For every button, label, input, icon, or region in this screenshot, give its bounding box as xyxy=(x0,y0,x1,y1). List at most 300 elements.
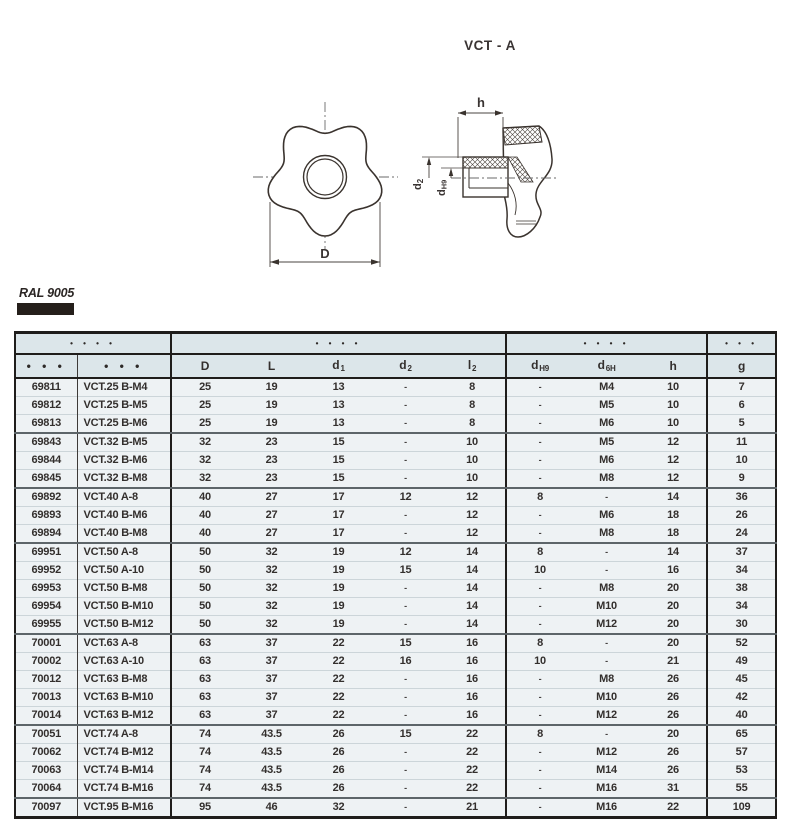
cell-value: 50 xyxy=(171,598,238,616)
cell-value: 26 xyxy=(707,507,776,525)
cell-value: 26 xyxy=(305,744,372,762)
cell-value: 74 xyxy=(171,762,238,780)
cell-description: VCT.95 B-M16 xyxy=(77,798,171,818)
cell-description: VCT.25 B-M5 xyxy=(77,397,171,415)
cell-value: 14 xyxy=(439,562,506,580)
cell-code: 70051 xyxy=(15,725,77,744)
cell-value: 32 xyxy=(238,580,305,598)
cell-value: - xyxy=(573,725,640,744)
table-row xyxy=(15,762,776,780)
cell-value: - xyxy=(372,525,439,544)
cell-value: 8 xyxy=(506,543,573,562)
table-row xyxy=(15,525,776,544)
cell-value: 19 xyxy=(305,580,372,598)
cell-value: - xyxy=(372,798,439,818)
cell-value: M5 xyxy=(573,397,640,415)
hub-hatch-band xyxy=(463,157,508,168)
cell-value: 63 xyxy=(171,653,238,671)
cell-value: M16 xyxy=(573,798,640,818)
cell-value: - xyxy=(506,397,573,415)
cell-description: VCT.50 A-8 xyxy=(77,543,171,562)
cell-value: M10 xyxy=(573,689,640,707)
cell-value: 20 xyxy=(640,725,707,744)
cell-value: 10 xyxy=(640,378,707,397)
cell-value: 14 xyxy=(640,488,707,507)
table-row xyxy=(15,378,776,397)
cell-value: 15 xyxy=(305,433,372,452)
cell-value: 12 xyxy=(372,543,439,562)
col-header: $d_{H9}$ xyxy=(506,354,573,378)
cell-value: - xyxy=(372,507,439,525)
group-header: • • • • xyxy=(15,333,171,355)
cell-value: 32 xyxy=(238,598,305,616)
table-row xyxy=(15,507,776,525)
cell-value: 22 xyxy=(305,689,372,707)
col-header: $d_2$ xyxy=(372,354,439,378)
cell-value: M10 xyxy=(573,598,640,616)
cell-value: M12 xyxy=(573,616,640,635)
table-row xyxy=(15,433,776,452)
cell-value: 18 xyxy=(640,525,707,544)
cell-value: M8 xyxy=(573,671,640,689)
table-row xyxy=(15,653,776,671)
h-extension-lines xyxy=(458,117,503,158)
cell-value: 27 xyxy=(238,488,305,507)
cell-value: 50 xyxy=(171,543,238,562)
cell-description: VCT.40 B-M8 xyxy=(77,525,171,544)
ral-color-swatch xyxy=(17,303,74,315)
dimension-label-dh9: dH9 xyxy=(436,179,449,196)
cell-value: 16 xyxy=(439,634,506,653)
cell-value: 49 xyxy=(707,653,776,671)
cell-code: 69845 xyxy=(15,470,77,489)
cell-value: 74 xyxy=(171,780,238,799)
cell-description: VCT.25 B-M4 xyxy=(77,378,171,397)
cell-value: 50 xyxy=(171,562,238,580)
cell-value: - xyxy=(372,707,439,726)
cell-value: M12 xyxy=(573,707,640,726)
cell-value: - xyxy=(573,634,640,653)
cell-value: 22 xyxy=(439,744,506,762)
cell-value: 34 xyxy=(707,562,776,580)
cell-value: 55 xyxy=(707,780,776,799)
ral-color-label: RAL 9005 xyxy=(19,286,75,300)
cell-value: 23 xyxy=(238,470,305,489)
cell-value: - xyxy=(372,780,439,799)
cell-description: VCT.32 B-M5 xyxy=(77,433,171,452)
cell-description: VCT.74 B-M16 xyxy=(77,780,171,799)
cell-value: 13 xyxy=(305,415,372,434)
cell-value: 95 xyxy=(171,798,238,818)
col-header: D xyxy=(171,354,238,378)
cell-value: 23 xyxy=(238,433,305,452)
cell-value: 32 xyxy=(238,562,305,580)
cell-value: 12 xyxy=(439,525,506,544)
cell-code: 70013 xyxy=(15,689,77,707)
cell-value: 8 xyxy=(506,634,573,653)
cell-code: 69812 xyxy=(15,397,77,415)
col-header: L xyxy=(238,354,305,378)
cell-value: 42 xyxy=(707,689,776,707)
column-header-row xyxy=(15,354,776,378)
cell-value: 109 xyxy=(707,798,776,818)
cell-value: 16 xyxy=(439,707,506,726)
cell-value: 37 xyxy=(707,543,776,562)
h-arrow-right xyxy=(495,110,503,115)
cell-value: 25 xyxy=(171,378,238,397)
cell-value: 21 xyxy=(640,653,707,671)
cell-value: 19 xyxy=(238,397,305,415)
col-header: • • • xyxy=(15,354,77,378)
cell-value: - xyxy=(506,507,573,525)
cell-value: - xyxy=(372,689,439,707)
cell-value: 14 xyxy=(439,616,506,635)
cell-value: - xyxy=(573,653,640,671)
cell-code: 70002 xyxy=(15,653,77,671)
cell-value: 32 xyxy=(171,452,238,470)
cell-description: VCT.63 B-M8 xyxy=(77,671,171,689)
cell-code: 70014 xyxy=(15,707,77,726)
group-header: • • • • xyxy=(171,333,506,355)
cell-value: - xyxy=(573,543,640,562)
cell-value: 50 xyxy=(171,616,238,635)
cell-value: 24 xyxy=(707,525,776,544)
cell-code: 69892 xyxy=(15,488,77,507)
cell-value: 16 xyxy=(439,653,506,671)
cell-value: 15 xyxy=(305,452,372,470)
cell-value: 9 xyxy=(707,470,776,489)
cell-code: 69813 xyxy=(15,415,77,434)
cell-value: 63 xyxy=(171,707,238,726)
cell-description: VCT.74 A-8 xyxy=(77,725,171,744)
side-view-drawing xyxy=(405,82,575,254)
cell-value: 23 xyxy=(238,452,305,470)
cell-value: 34 xyxy=(707,598,776,616)
cell-value: - xyxy=(372,671,439,689)
cell-value: - xyxy=(372,470,439,489)
cell-description: VCT.74 B-M12 xyxy=(77,744,171,762)
cell-description: VCT.40 B-M6 xyxy=(77,507,171,525)
cell-value: 37 xyxy=(238,634,305,653)
cell-value: 21 xyxy=(439,798,506,818)
cell-value: 18 xyxy=(640,507,707,525)
cell-value: 22 xyxy=(439,780,506,799)
cell-value: M5 xyxy=(573,433,640,452)
cell-value: 36 xyxy=(707,488,776,507)
cell-description: VCT.50 B-M12 xyxy=(77,616,171,635)
cell-value: 37 xyxy=(238,671,305,689)
cell-description: VCT.74 B-M14 xyxy=(77,762,171,780)
cell-value: 26 xyxy=(305,725,372,744)
cell-value: - xyxy=(573,562,640,580)
cell-value: 26 xyxy=(640,689,707,707)
cell-value: 45 xyxy=(707,671,776,689)
cell-value: 26 xyxy=(640,707,707,726)
cell-description: VCT.32 B-M6 xyxy=(77,452,171,470)
dh9-arrow xyxy=(449,168,453,176)
cell-value: - xyxy=(372,598,439,616)
cell-value: 74 xyxy=(171,744,238,762)
cell-value: 52 xyxy=(707,634,776,653)
cell-value: - xyxy=(506,707,573,726)
cell-value: 8 xyxy=(439,397,506,415)
cell-value: 63 xyxy=(171,689,238,707)
cell-value: 19 xyxy=(305,543,372,562)
cell-value: 50 xyxy=(171,580,238,598)
table-body xyxy=(15,378,776,818)
hub-circle-outer xyxy=(304,156,347,199)
cell-description: VCT.40 A-8 xyxy=(77,488,171,507)
cell-value: 20 xyxy=(640,634,707,653)
cell-value: - xyxy=(506,671,573,689)
cell-value: 43.5 xyxy=(238,762,305,780)
cell-code: 70062 xyxy=(15,744,77,762)
cell-description: VCT.50 B-M10 xyxy=(77,598,171,616)
cell-value: 10 xyxy=(640,397,707,415)
cell-value: 12 xyxy=(640,452,707,470)
cell-value: M8 xyxy=(573,580,640,598)
cell-value: - xyxy=(506,452,573,470)
cell-value: 6 xyxy=(707,397,776,415)
cell-value: M6 xyxy=(573,507,640,525)
cell-value: 19 xyxy=(305,562,372,580)
col-header: $d_1$ xyxy=(305,354,372,378)
cell-value: 11 xyxy=(707,433,776,452)
table-row xyxy=(15,744,776,762)
cell-value: 63 xyxy=(171,671,238,689)
cell-value: 26 xyxy=(640,744,707,762)
table-row xyxy=(15,415,776,434)
cell-value: M6 xyxy=(573,415,640,434)
cell-value: 40 xyxy=(707,707,776,726)
cell-value: 10 xyxy=(640,415,707,434)
cell-value: M4 xyxy=(573,378,640,397)
cell-value: 26 xyxy=(305,780,372,799)
dimension-label-h: h xyxy=(477,95,485,110)
cell-value: 37 xyxy=(238,653,305,671)
cell-value: M14 xyxy=(573,762,640,780)
cell-value: 40 xyxy=(171,525,238,544)
cell-value: 12 xyxy=(439,507,506,525)
cell-value: 25 xyxy=(171,397,238,415)
cell-value: 12 xyxy=(640,433,707,452)
h-arrow-left xyxy=(458,110,466,115)
cell-code: 70064 xyxy=(15,780,77,799)
cell-value: 26 xyxy=(640,671,707,689)
cell-code: 69955 xyxy=(15,616,77,635)
table-row xyxy=(15,543,776,562)
cell-value: 16 xyxy=(640,562,707,580)
cell-value: 32 xyxy=(238,543,305,562)
table-header xyxy=(15,333,776,379)
cell-value: 16 xyxy=(439,689,506,707)
cell-value: - xyxy=(372,580,439,598)
cell-value: M8 xyxy=(573,470,640,489)
table-row xyxy=(15,562,776,580)
group-header-row xyxy=(15,333,776,355)
cell-code: 69952 xyxy=(15,562,77,580)
cell-value: 43.5 xyxy=(238,725,305,744)
cell-value: 22 xyxy=(305,671,372,689)
cell-value: - xyxy=(372,397,439,415)
cell-value: 22 xyxy=(305,653,372,671)
front-view-drawing xyxy=(240,92,410,274)
cell-value: - xyxy=(506,415,573,434)
cell-value: 19 xyxy=(305,616,372,635)
cell-code: 70063 xyxy=(15,762,77,780)
cell-value: 8 xyxy=(439,415,506,434)
cell-value: - xyxy=(372,452,439,470)
cell-value: 22 xyxy=(305,634,372,653)
cell-value: - xyxy=(506,780,573,799)
table-row xyxy=(15,798,776,818)
cell-value: 63 xyxy=(171,634,238,653)
cell-value: 22 xyxy=(439,762,506,780)
cell-description: VCT.25 B-M6 xyxy=(77,415,171,434)
cell-code: 70097 xyxy=(15,798,77,818)
cell-value: 7 xyxy=(707,378,776,397)
cell-value: - xyxy=(573,488,640,507)
col-header: • • • xyxy=(77,354,171,378)
dimension-label-D: D xyxy=(320,246,330,261)
cell-value: 32 xyxy=(305,798,372,818)
cell-code: 69893 xyxy=(15,507,77,525)
group-header: • • • xyxy=(707,333,776,355)
arrow-right xyxy=(371,259,380,265)
cell-value: 10 xyxy=(439,433,506,452)
cell-value: 32 xyxy=(171,433,238,452)
cell-value: 22 xyxy=(305,707,372,726)
col-header: $l_2$ xyxy=(439,354,506,378)
cell-value: - xyxy=(506,689,573,707)
cell-value: 14 xyxy=(640,543,707,562)
cell-code: 70012 xyxy=(15,671,77,689)
cell-value: 5 xyxy=(707,415,776,434)
col-header: g xyxy=(707,354,776,378)
table-row xyxy=(15,488,776,507)
cell-value: 40 xyxy=(171,507,238,525)
cell-value: - xyxy=(506,378,573,397)
cell-value: 27 xyxy=(238,507,305,525)
cell-value: 15 xyxy=(305,470,372,489)
cell-value: 14 xyxy=(439,580,506,598)
cell-description: VCT.50 B-M8 xyxy=(77,580,171,598)
arrow-left xyxy=(270,259,279,265)
cell-value: 32 xyxy=(238,616,305,635)
cell-value: 12 xyxy=(640,470,707,489)
cell-value: - xyxy=(506,616,573,635)
cell-value: 19 xyxy=(238,415,305,434)
cell-value: 22 xyxy=(439,725,506,744)
cell-value: - xyxy=(506,580,573,598)
cell-value: M16 xyxy=(573,780,640,799)
table-row xyxy=(15,470,776,489)
cell-code: 69811 xyxy=(15,378,77,397)
cell-description: VCT.63 B-M10 xyxy=(77,689,171,707)
page-title: VCT - A xyxy=(464,38,516,53)
table-row xyxy=(15,397,776,415)
cell-value: 32 xyxy=(171,470,238,489)
cell-description: VCT.50 A-10 xyxy=(77,562,171,580)
cell-value: - xyxy=(372,744,439,762)
cell-value: 10 xyxy=(707,452,776,470)
cell-value: - xyxy=(372,415,439,434)
cell-value: 10 xyxy=(506,653,573,671)
cell-value: 40 xyxy=(171,488,238,507)
cell-value: 43.5 xyxy=(238,744,305,762)
cell-value: M12 xyxy=(573,744,640,762)
cell-value: 15 xyxy=(372,562,439,580)
cell-value: 15 xyxy=(372,725,439,744)
cell-value: - xyxy=(506,762,573,780)
d2-arrow xyxy=(427,157,431,165)
table-row xyxy=(15,689,776,707)
table-row xyxy=(15,780,776,799)
cell-value: 8 xyxy=(506,725,573,744)
cell-value: 30 xyxy=(707,616,776,635)
cell-code: 69953 xyxy=(15,580,77,598)
cell-value: 10 xyxy=(506,562,573,580)
cell-value: 43.5 xyxy=(238,780,305,799)
cell-value: 46 xyxy=(238,798,305,818)
cell-value: 10 xyxy=(439,452,506,470)
cell-value: 14 xyxy=(439,598,506,616)
table-row xyxy=(15,707,776,726)
cell-value: 14 xyxy=(439,543,506,562)
cell-value: 20 xyxy=(640,616,707,635)
cell-value: 13 xyxy=(305,397,372,415)
cell-value: - xyxy=(506,525,573,544)
cell-value: 10 xyxy=(439,470,506,489)
cell-value: 74 xyxy=(171,725,238,744)
cell-value: 27 xyxy=(238,525,305,544)
cell-value: 16 xyxy=(372,653,439,671)
cell-value: - xyxy=(372,616,439,635)
dimensions-table xyxy=(14,331,777,819)
cell-description: VCT.32 B-M8 xyxy=(77,470,171,489)
cell-value: 22 xyxy=(640,798,707,818)
cell-value: 17 xyxy=(305,488,372,507)
cell-value: - xyxy=(506,798,573,818)
table-row xyxy=(15,671,776,689)
cell-code: 69951 xyxy=(15,543,77,562)
cell-value: 26 xyxy=(640,762,707,780)
cell-code: 69843 xyxy=(15,433,77,452)
cell-code: 69894 xyxy=(15,525,77,544)
cell-description: VCT.63 A-10 xyxy=(77,653,171,671)
cell-value: - xyxy=(506,598,573,616)
cell-value: 12 xyxy=(439,488,506,507)
cell-description: VCT.63 B-M12 xyxy=(77,707,171,726)
table-row xyxy=(15,725,776,744)
cell-value: - xyxy=(372,433,439,452)
cell-value: 8 xyxy=(439,378,506,397)
cell-value: 19 xyxy=(238,378,305,397)
cell-value: 38 xyxy=(707,580,776,598)
cell-value: 17 xyxy=(305,525,372,544)
cell-value: 19 xyxy=(305,598,372,616)
cell-value: 57 xyxy=(707,744,776,762)
cell-value: M6 xyxy=(573,452,640,470)
cell-value: - xyxy=(506,744,573,762)
cell-value: 16 xyxy=(439,671,506,689)
cell-value: 8 xyxy=(506,488,573,507)
cell-code: 70001 xyxy=(15,634,77,653)
cell-value: 17 xyxy=(305,507,372,525)
col-header: h xyxy=(640,354,707,378)
cell-value: - xyxy=(506,470,573,489)
cell-value: 15 xyxy=(372,634,439,653)
